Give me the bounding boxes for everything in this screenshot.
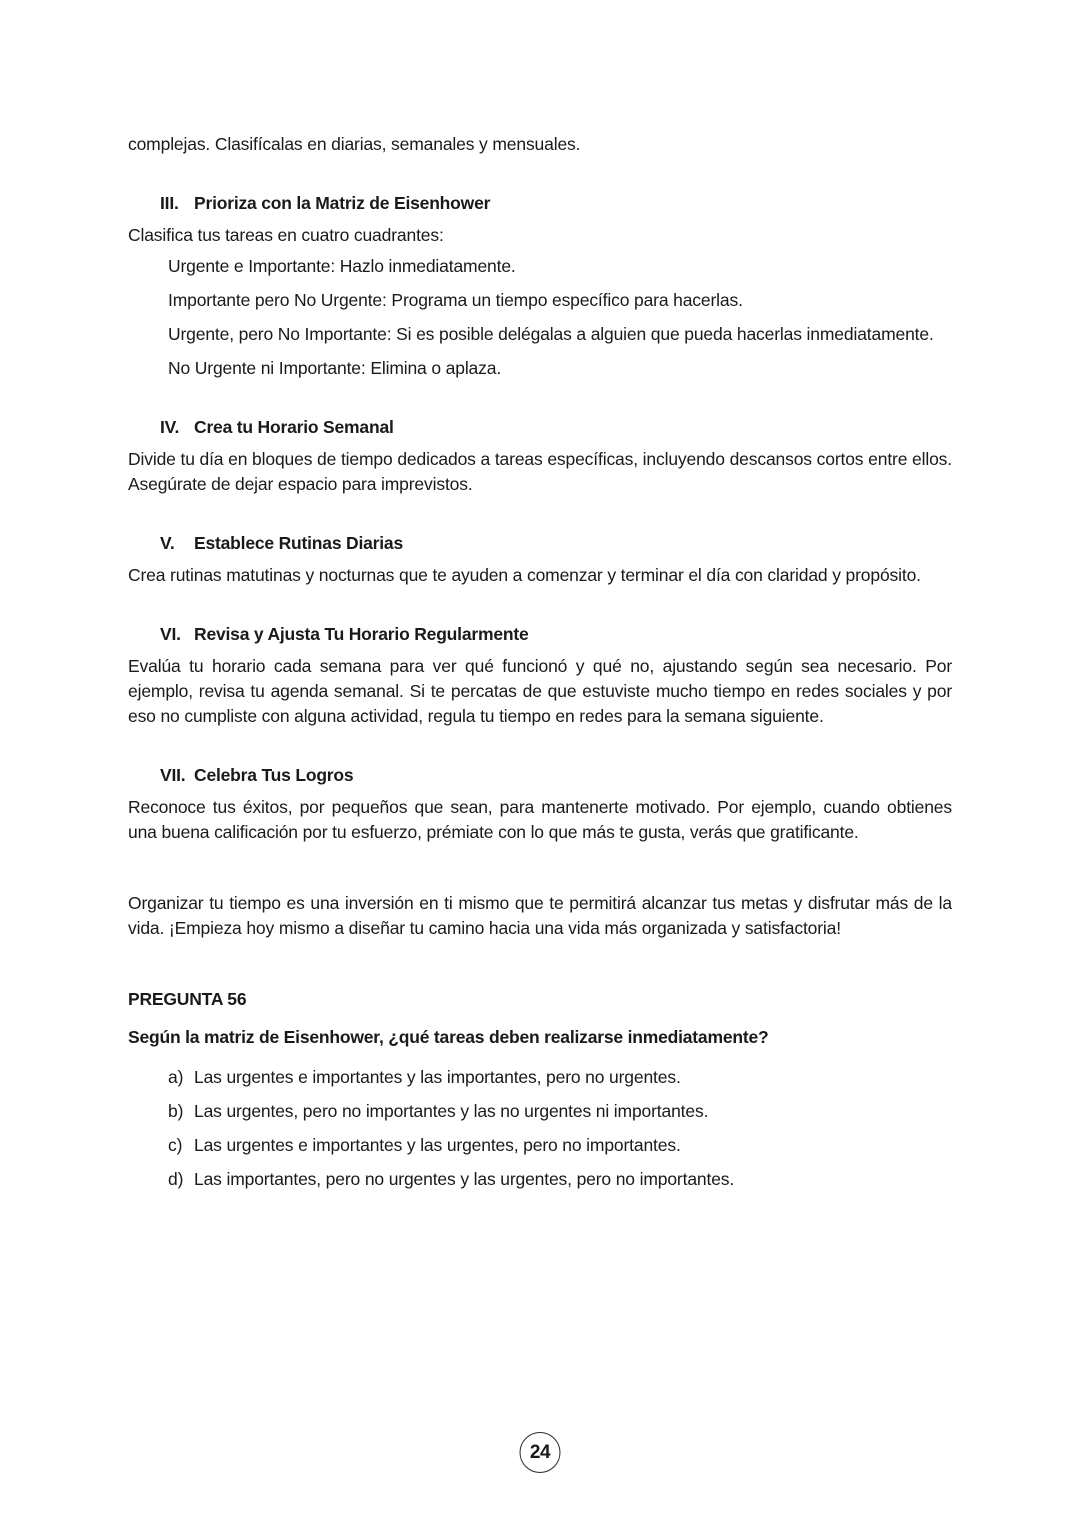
answer-option-a[interactable] (168, 1065, 952, 1089)
section-vi (128, 622, 952, 729)
section-body: Evalúa tu horario cada semana para ver qué funcionó y qué no, ajustando según sea necesario. Por ejemplo, revisa tu agenda semanal. Si te percatas de que estuviste mucho tiempo en redes sociales y por eso no cumpliste con alguna actividad, regula tu tiempo en redes para la semana siguiente. (128, 656, 952, 726)
lead-paragraph: complejas. Clasifícalas en diarias, semanales y mensuales. (128, 134, 581, 154)
section-body: Crea rutinas matutinas y nocturnas que te ayuden a comenzar y terminar el día con claridad y propósito. (128, 565, 921, 585)
question-block (128, 987, 952, 1191)
text-column (128, 132, 952, 1191)
option-text: Las urgentes e importantes y las importantes, pero no urgentes. (194, 1067, 681, 1087)
section-title: Revisa y Ajusta Tu Horario Regularmente (194, 624, 529, 644)
option-letter: b) (168, 1101, 184, 1121)
section-body: Divide tu día en bloques de tiempo dedicados a tareas específicas, incluyendo descansos cortos entre ellos. Asegúrate de dejar espacio para imprevistos. (128, 449, 952, 494)
spacer (128, 941, 952, 987)
list-item: Urgente, pero No Importante: Si es posible delégalas a alguien que pueda hacerlas inmediatamente. (168, 324, 934, 344)
section-heading (128, 531, 952, 555)
spacer (128, 729, 952, 763)
question-prompt: Según la matriz de Eisenhower, ¿qué tareas deben realizarse inmediatamente? (128, 1027, 769, 1047)
section-body: Reconoce tus éxitos, por pequeños que sean, para mantenerte motivado. Por ejemplo, cuando obtienes una buena calificación por tu esfuerzo, prémiate con lo que más te gusta, verás que gratificante. (128, 797, 952, 842)
section-numeral: III. (160, 193, 179, 213)
answer-option-d[interactable] (168, 1167, 952, 1191)
option-letter: a) (168, 1067, 184, 1087)
page-number-badge (520, 1432, 561, 1473)
list-item: Importante pero No Urgente: Programa un tiempo específico para hacerlas. (168, 290, 743, 310)
spacer (128, 588, 952, 622)
spacer (128, 497, 952, 531)
list-item: Urgente e Importante: Hazlo inmediatamente. (168, 256, 516, 276)
section-vii (128, 763, 952, 845)
section-body: Clasifica tus tareas en cuatro cuadrantes: (128, 225, 444, 245)
answer-options (128, 1065, 952, 1191)
section-iv (128, 415, 952, 497)
section-numeral: V. (160, 533, 175, 553)
section-heading (128, 415, 952, 439)
question-label: PREGUNTA 56 (128, 989, 247, 1009)
section-heading (128, 763, 952, 787)
section-title: Crea tu Horario Semanal (194, 417, 394, 437)
option-text: Las urgentes, pero no importantes y las no urgentes ni importantes. (194, 1101, 709, 1121)
option-text: Las importantes, pero no urgentes y las urgentes, pero no importantes. (194, 1169, 735, 1189)
spacer (128, 845, 952, 891)
section-title: Celebra Tus Logros (194, 765, 354, 785)
section-v (128, 531, 952, 588)
option-letter: c) (168, 1135, 183, 1155)
section-title: Prioriza con la Matriz de Eisenhower (194, 193, 491, 213)
section-numeral: VII. (160, 765, 186, 785)
list-item: No Urgente ni Importante: Elimina o aplaza. (168, 358, 502, 378)
spacer (128, 381, 952, 415)
spacer (128, 157, 952, 191)
section-iii (128, 191, 952, 381)
page-number: 24 (529, 1442, 551, 1463)
section-numeral: IV. (160, 417, 180, 437)
answer-option-b[interactable] (168, 1099, 952, 1123)
section-heading (128, 622, 952, 646)
section-numeral: VI. (160, 624, 181, 644)
answer-option-c[interactable] (168, 1133, 952, 1157)
quadrant-list (128, 254, 952, 381)
option-letter: d) (168, 1169, 184, 1189)
closing-paragraph: Organizar tu tiempo es una inversión en ti mismo que te permitirá alcanzar tus metas y disfrutar más de la vida. ¡Empieza hoy mismo a diseñar tu camino hacia una vida más organizada y satisfactoria! (128, 893, 952, 938)
option-text: Las urgentes e importantes y las urgentes, pero no importantes. (194, 1135, 681, 1155)
section-title: Establece Rutinas Diarias (194, 533, 403, 553)
section-heading (128, 191, 952, 215)
